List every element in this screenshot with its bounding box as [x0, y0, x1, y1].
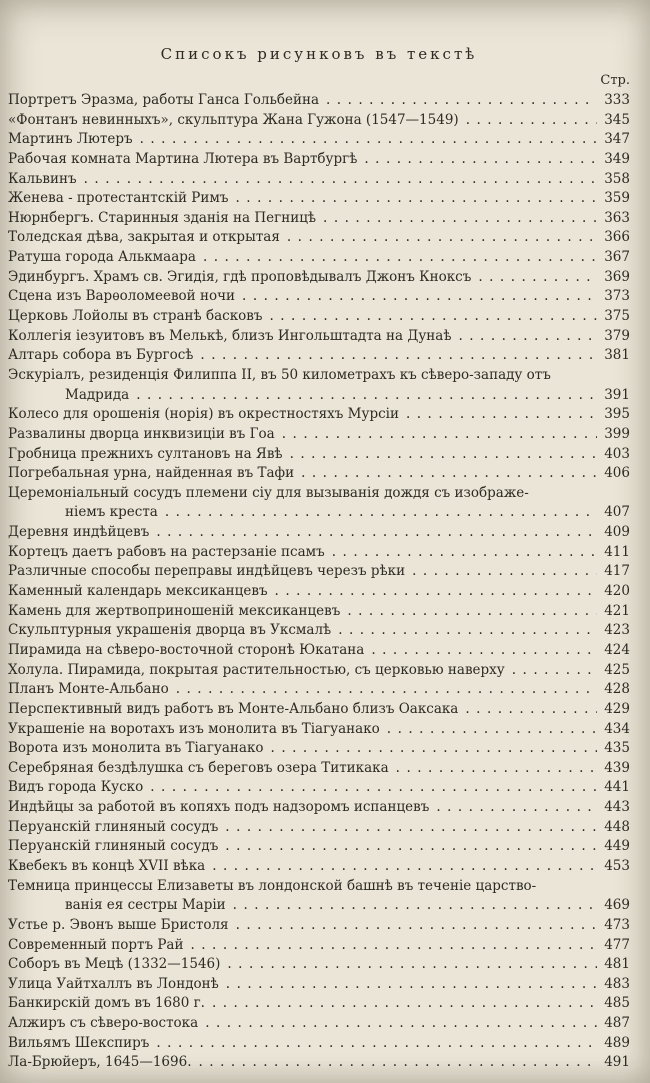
entry-line — [8, 268, 630, 288]
entry-line — [8, 464, 630, 484]
entry-text: Банкирскій домъ въ 1680 г. — [8, 995, 205, 1012]
entry-page-number: 435 — [604, 740, 630, 757]
entry-line — [8, 248, 630, 268]
entry-line — [8, 857, 630, 877]
entry-text: Соборъ въ Мецѣ (1332—1546) — [8, 956, 221, 973]
dot-leader — [226, 975, 597, 995]
entry-page-number: 391 — [604, 386, 630, 403]
entry-line-continuation — [8, 503, 630, 523]
entry-text: Различные способы переправы индѣйцевъ черезъ рѣки — [8, 563, 406, 580]
list-item — [8, 327, 630, 347]
entry-text: Портретъ Эразма, работы Ганса Гольбейна — [8, 92, 319, 108]
entry-text: Ла-Брюйеръ, 1645—1696. — [8, 1054, 192, 1071]
entry-page-number: 379 — [604, 327, 630, 344]
list-item — [8, 405, 630, 425]
entry-text: Церковь Лойолы въ странѣ басковъ — [8, 308, 263, 325]
entry-text: Нюрнбергъ. Старинныя зданія на Пегницѣ — [8, 209, 317, 226]
entry-page-number: 359 — [604, 190, 630, 207]
entry-text: Камень для жертвоприношеній мексиканцевъ — [8, 602, 341, 619]
entry-line — [8, 602, 630, 622]
entry-page-number: 373 — [604, 288, 630, 305]
entry-page-number: 411 — [604, 543, 630, 560]
entry-text: Алжиръ съ сѣверо-востока — [8, 1015, 199, 1032]
list-item — [8, 268, 630, 288]
list-item — [8, 975, 630, 995]
page-number-column-header: Стр. — [600, 73, 630, 88]
entry-text: ніемъ креста — [65, 504, 158, 521]
dot-leader — [271, 739, 597, 759]
dot-leader — [212, 857, 597, 877]
entry-line — [8, 936, 630, 956]
list-item — [8, 1014, 630, 1034]
entry-line — [8, 445, 630, 465]
dot-leader — [412, 562, 597, 582]
entry-line — [8, 877, 630, 897]
entry-page-number: 420 — [604, 583, 630, 600]
entry-text: Серебряная бездѣлушка съ береговъ озера Титикака — [8, 759, 389, 776]
entry-text: Ворота изъ монолита въ Тіагуанако — [8, 740, 264, 757]
dot-leader — [332, 543, 597, 563]
list-item — [8, 248, 630, 268]
entry-text: Деревня индѣйцевъ — [8, 524, 150, 541]
list-item — [8, 425, 630, 445]
entry-page-number: 441 — [604, 779, 630, 796]
entry-page-number: 367 — [604, 249, 630, 266]
entry-text: «Фонтанъ невинныхъ», скульптура Жана Гужона (1547—1549) — [8, 111, 459, 128]
entry-text: Колесо для орошенія (норія) въ окрестностяхъ Мурсіи — [8, 406, 399, 423]
entry-page-number: 439 — [604, 759, 630, 776]
dot-leader — [478, 268, 597, 288]
entry-page-number: 481 — [604, 956, 630, 973]
list-item — [8, 170, 630, 190]
entry-text: Перуанскій глиняный сосудъ — [8, 838, 219, 855]
list-item — [8, 287, 630, 307]
dot-leader — [227, 955, 597, 975]
entry-page-number: 406 — [604, 465, 630, 482]
dot-leader — [465, 700, 597, 720]
entry-line — [8, 778, 630, 798]
entry-text: Сцена изъ Варѳоломеевой ночи — [8, 288, 236, 305]
entry-line — [8, 523, 630, 543]
entry-page-number: 487 — [604, 1015, 630, 1032]
list-item — [8, 680, 630, 700]
dot-leader — [150, 778, 597, 798]
dot-leader — [406, 405, 597, 425]
entry-text: Планъ Монте-Альбано — [8, 681, 169, 698]
entry-line — [8, 130, 630, 150]
entry-line — [8, 641, 630, 661]
entry-line — [8, 916, 630, 936]
dot-leader — [275, 582, 597, 602]
list-item — [8, 464, 630, 484]
list-item — [8, 366, 630, 405]
list-item — [8, 621, 630, 641]
entry-page-number: 443 — [604, 799, 630, 816]
page-title: Списокъ рисунковъ въ текстѣ — [160, 45, 478, 63]
dot-leader — [156, 523, 597, 543]
list-item — [8, 936, 630, 956]
list-item — [8, 994, 630, 1014]
entry-page-number: 429 — [604, 700, 630, 717]
entry-text: Перспективный видъ работъ въ Монте-Альбано близъ Оаксака — [8, 700, 459, 717]
dot-leader — [212, 994, 597, 1014]
dot-leader — [242, 287, 597, 307]
dot-leader — [387, 720, 597, 740]
entry-page-number: 395 — [604, 406, 630, 423]
entry-page-number: 417 — [604, 563, 630, 580]
list-item — [8, 91, 630, 111]
dot-leader — [84, 170, 597, 190]
dot-leader — [512, 661, 597, 681]
entry-text: Кальвинъ — [8, 170, 77, 187]
entry-page-number: 485 — [604, 995, 630, 1012]
entry-page-number: 381 — [604, 347, 630, 364]
entry-line — [8, 818, 630, 838]
entry-line — [8, 425, 630, 445]
list-item — [8, 1053, 630, 1073]
entry-page-number: 369 — [604, 268, 630, 285]
list-item — [8, 759, 630, 779]
list-item — [8, 562, 630, 582]
entry-line — [8, 680, 630, 700]
entry-line — [8, 405, 630, 425]
dot-leader — [200, 346, 597, 366]
entry-text: Развалины дворца инквизиціи въ Гоа — [8, 425, 275, 442]
entry-text: Ратуша города Алькмаара — [8, 249, 196, 266]
entry-page-number: 448 — [604, 818, 630, 835]
dot-leader — [203, 248, 597, 268]
entry-page-number: 428 — [604, 681, 630, 698]
dot-leader — [287, 228, 597, 248]
entry-line — [8, 543, 630, 563]
list-item — [8, 739, 630, 759]
entry-text: Толедская дѣва, закрытая и открытая — [8, 229, 280, 246]
entry-line — [8, 484, 630, 504]
entry-page-number: 403 — [604, 445, 630, 462]
entry-text: Мартинъ Лютеръ — [8, 131, 133, 148]
entry-text: Эскуріалъ, резиденція Филиппа II, въ 50 километрахъ къ сѣверо-западу отъ — [8, 366, 551, 383]
dot-leader — [301, 464, 597, 484]
dot-leader — [338, 621, 597, 641]
dot-leader — [199, 1053, 598, 1073]
entry-line — [8, 994, 630, 1014]
dot-leader — [156, 1034, 597, 1054]
entry-text: Устье р. Эвонъ выше Бристоля — [8, 916, 229, 933]
dot-leader — [140, 130, 597, 150]
entry-page-number: 347 — [604, 131, 630, 148]
entry-text: Гробница прежнихъ султановъ на Явѣ — [8, 445, 283, 462]
dot-leader — [165, 503, 597, 523]
list-item — [8, 209, 630, 229]
entry-text: Улица Уайтхаллъ въ Лондонѣ — [8, 975, 219, 992]
list-item — [8, 307, 630, 327]
entry-line — [8, 170, 630, 190]
list-item — [8, 778, 630, 798]
entry-page-number: 366 — [604, 229, 630, 246]
entry-line — [8, 327, 630, 347]
entry-line — [8, 346, 630, 366]
entry-page-number: 483 — [604, 975, 630, 992]
entry-page-number: 375 — [604, 308, 630, 325]
entry-text: Погребальная урна, найденная въ Тафи — [8, 465, 295, 482]
entry-line — [8, 562, 630, 582]
list-item — [8, 582, 630, 602]
entry-page-number: 473 — [604, 916, 630, 933]
entry-page-number: 399 — [604, 425, 630, 442]
entry-text: Церемоніальный сосудъ племени сіу для вызыванія дождя съ изображе- — [8, 484, 529, 501]
figure-list — [8, 91, 630, 1073]
list-item — [8, 818, 630, 838]
entry-line — [8, 228, 630, 248]
entry-text: Индѣйцы за работой въ копяхъ подъ надзоромъ испанцевъ — [8, 799, 430, 816]
entry-text: Украшеніе на воротахъ изъ монолита въ Тіагуанако — [8, 720, 380, 737]
entry-line — [8, 91, 630, 111]
entry-text: Вильямъ Шекспиръ — [8, 1034, 150, 1051]
entry-text: Пирамида на сѣверо-восточной сторонѣ Юкатана — [8, 641, 365, 658]
entry-page-number: 491 — [604, 1054, 630, 1071]
entry-text: Темница принцессы Елизаветы въ лондонской башнѣ въ теченіе царство- — [8, 877, 537, 894]
entry-page-number: 409 — [604, 524, 630, 541]
entry-line — [8, 955, 630, 975]
entry-text: Холула. Пирамида, покрытая растительностью, съ церковью наверху — [8, 661, 505, 678]
dot-leader — [364, 150, 597, 170]
entry-page-number: 434 — [604, 720, 630, 737]
entry-line — [8, 661, 630, 681]
dot-leader — [326, 91, 597, 111]
entry-page-number: 453 — [604, 857, 630, 874]
entry-text: Коллегія іезуитовъ въ Мелькѣ, близъ Ингольштадта на Дунаѣ — [8, 327, 452, 344]
entry-page-number: 345 — [604, 111, 630, 128]
dot-leader — [347, 602, 597, 622]
dot-leader — [136, 386, 597, 406]
entry-page-number: 423 — [604, 622, 630, 639]
dot-leader — [269, 307, 597, 327]
list-item — [8, 228, 630, 248]
entry-text: Алтарь собора въ Бургосѣ — [8, 347, 194, 364]
list-item — [8, 1034, 630, 1054]
list-item — [8, 346, 630, 366]
entry-line — [8, 1014, 630, 1034]
entry-line — [8, 720, 630, 740]
list-item — [8, 602, 630, 622]
list-item — [8, 641, 630, 661]
entry-line — [8, 798, 630, 818]
entry-line — [8, 1053, 630, 1073]
entry-line — [8, 111, 630, 131]
entry-line — [8, 739, 630, 759]
entry-page-number: 424 — [604, 641, 630, 658]
dot-leader — [323, 209, 597, 229]
entry-text: Мадрида — [65, 386, 130, 403]
dot-leader — [225, 818, 597, 838]
entry-text: Перуанскій глиняный сосудъ — [8, 818, 219, 835]
list-item — [8, 130, 630, 150]
entry-page-number: 349 — [604, 150, 630, 167]
entry-page-number: 449 — [604, 838, 630, 855]
dot-leader — [205, 1014, 597, 1034]
entry-text: Каменный календарь мексиканцевъ — [8, 583, 268, 600]
entry-text: Квебекъ въ концѣ XVII вѣка — [8, 857, 206, 874]
entry-text: Кортецъ даетъ рабовъ на растерзаніе псамъ — [8, 543, 325, 560]
entry-line — [8, 150, 630, 170]
entry-page-number: 407 — [604, 504, 630, 521]
dot-leader — [233, 896, 597, 916]
list-item — [8, 150, 630, 170]
entry-page-number: 333 — [604, 92, 630, 108]
list-item — [8, 543, 630, 563]
entry-line — [8, 366, 630, 386]
list-item — [8, 955, 630, 975]
list-item — [8, 523, 630, 543]
list-item — [8, 700, 630, 720]
entry-text: Современный портъ Рай — [8, 936, 184, 953]
dot-leader — [282, 425, 597, 445]
list-item — [8, 798, 630, 818]
entry-text: Видъ города Куско — [8, 779, 144, 796]
list-item — [8, 661, 630, 681]
entry-text: Скульптурныя украшенія дворца въ Уксмалѣ — [8, 622, 332, 639]
list-item — [8, 484, 630, 523]
dot-leader — [290, 445, 597, 465]
list-item — [8, 189, 630, 209]
entry-page-number: 489 — [604, 1034, 630, 1051]
entry-page-number: 358 — [604, 170, 630, 187]
entry-line — [8, 189, 630, 209]
entry-line — [8, 287, 630, 307]
dot-leader — [371, 641, 597, 661]
entry-page-number: 425 — [604, 661, 630, 678]
entry-line — [8, 1034, 630, 1054]
entry-line — [8, 759, 630, 779]
list-item — [8, 877, 630, 916]
dot-leader — [436, 798, 597, 818]
list-item — [8, 111, 630, 131]
dot-leader — [225, 837, 597, 857]
entry-line — [8, 307, 630, 327]
entry-text: Рабочая комната Мартина Лютера въ Вартбургѣ — [8, 150, 358, 167]
entry-line — [8, 700, 630, 720]
entry-page-number: 421 — [604, 602, 630, 619]
entry-text: ванія ея сестры Маріи — [65, 897, 226, 914]
entry-line — [8, 209, 630, 229]
dot-leader — [190, 936, 597, 956]
dot-leader — [396, 759, 597, 779]
entry-text: Женева - протестантскій Римъ — [8, 190, 229, 207]
dot-leader — [176, 680, 597, 700]
list-item — [8, 720, 630, 740]
list-item — [8, 445, 630, 465]
entry-text: Эдинбургъ. Храмъ св. Эгидія, гдѣ проповѣдывалъ Джонъ Кноксъ — [8, 268, 472, 285]
dot-leader — [458, 327, 597, 347]
entry-page-number: 477 — [604, 936, 630, 953]
list-item — [8, 837, 630, 857]
entry-line — [8, 621, 630, 641]
entry-line-continuation — [8, 896, 630, 916]
entry-line — [8, 975, 630, 995]
entry-line — [8, 837, 630, 857]
entry-page-number: 363 — [604, 209, 630, 226]
entry-line — [8, 582, 630, 602]
list-item — [8, 916, 630, 936]
list-item — [8, 857, 630, 877]
dot-leader — [466, 111, 597, 131]
dot-leader — [236, 916, 597, 936]
dot-leader — [235, 189, 597, 209]
entry-page-number: 469 — [604, 897, 630, 914]
entry-line-continuation — [8, 386, 630, 406]
